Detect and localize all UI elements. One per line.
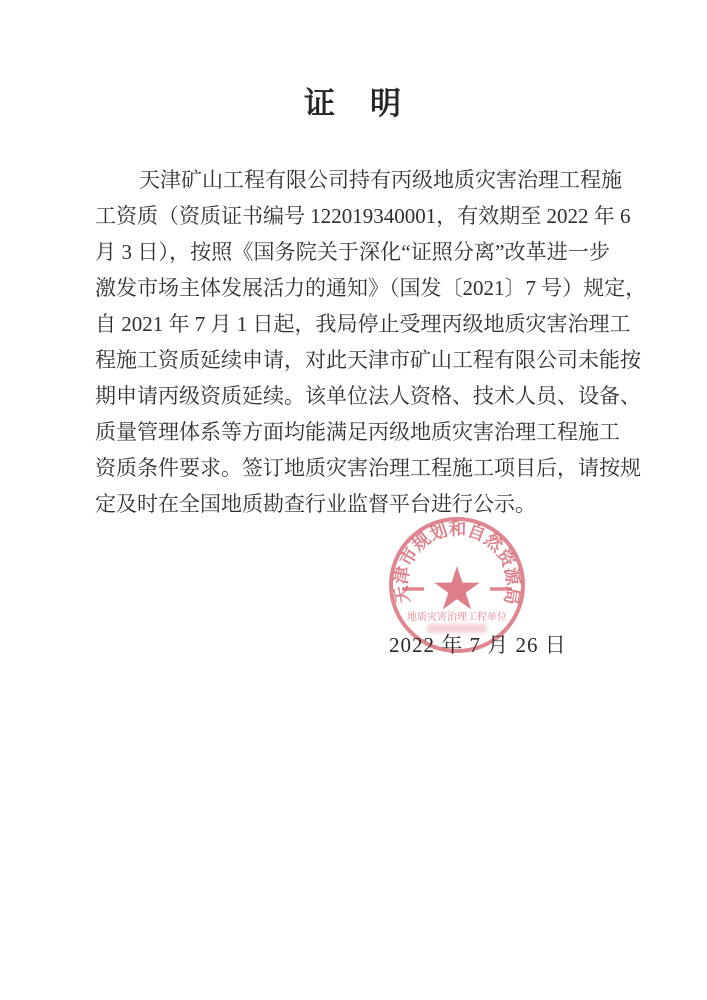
paragraph-line: 定及时在全国地质勘查行业监督平台进行公示。 — [95, 492, 536, 516]
document-date: 2022 年 7 月 26 日 — [389, 633, 567, 657]
paragraph-line: 质量管理体系等方面均能满足丙级地质灾害治理工程施工 — [95, 420, 620, 444]
paragraph-line: 工资质（资质证书编号 122019340001，有效期至 2022 年 6 — [95, 204, 631, 228]
paragraph-line: 自 2021 年 7 月 1 日起，我局停止受理丙级地质灾害治理工 — [95, 312, 631, 336]
paragraph-line: 资质条件要求。签订地质灾害治理工程施工项目后，请按规 — [95, 456, 641, 480]
paragraph-line: 激发市场主体发展活力的通知》（国发〔2021〕7 号）规定， — [95, 276, 647, 300]
seal-star-icon — [434, 566, 480, 609]
document-title: 证 明 — [304, 86, 403, 121]
seal-ring-text: 天津市规划和自然资源局 — [390, 518, 524, 607]
paragraph-line: 月 3 日），按照《国务院关于深化“证照分离”改革进一步 — [95, 240, 610, 264]
paragraph-line: 天津矿山工程有限公司持有丙级地质灾害治理工程施 — [139, 168, 622, 192]
paragraph-line: 程施工资质延续申请，对此天津市矿山工程有限公司未能按 — [95, 348, 641, 372]
paragraph-line: 期申请丙级资质延续。该单位法人资格、技术人员、设备、 — [95, 384, 641, 408]
seal-ring-text-track — [390, 519, 523, 607]
seal-inner-text: 地质灾害治理工程单位 — [407, 612, 507, 623]
document-body — [95, 162, 647, 522]
